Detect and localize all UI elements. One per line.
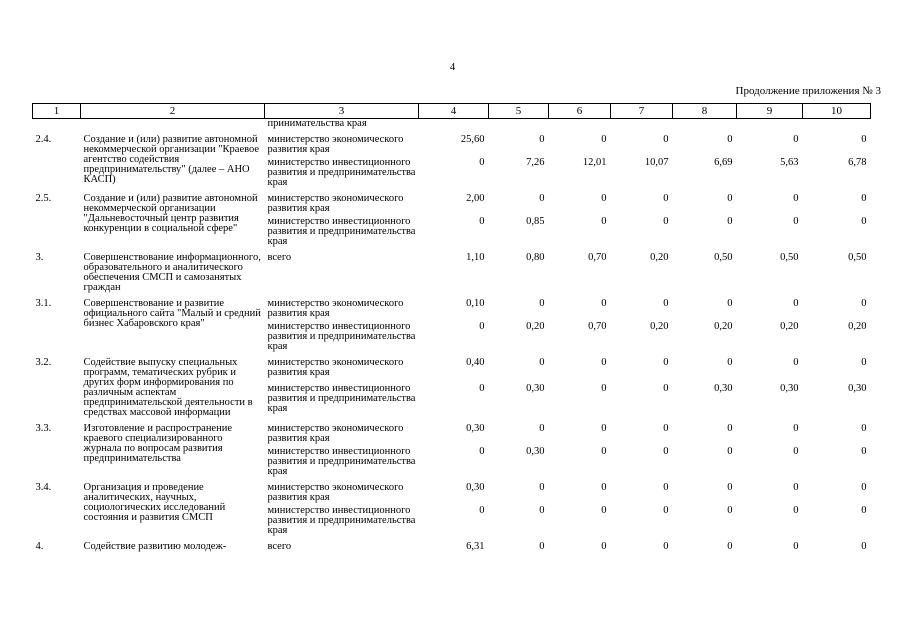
value-cell: 0,20 [650,321,669,332]
header-cell: 10 [803,104,871,119]
header-row [33,104,871,119]
continuation-label: Продолжение приложения № 3 [735,85,881,97]
item-title: Создание и (или) развитие автономной некоммерческой организации "Краевое агентство содействия предпринимательству" (далее – АНО КАСП) [83,134,260,185]
value-cell: 12,01 [582,157,607,168]
executor: министерство экономического развития края [267,482,404,503]
value-cell: 0 [861,446,867,457]
value-cell: 0 [539,541,545,552]
value-cell: 0 [861,193,867,204]
value-cell: 1,10 [466,252,485,263]
value-cell: 0 [601,193,607,204]
value-cell: 0 [479,216,485,227]
value-cell: 25,60 [460,134,485,145]
value-cell: 0,30 [466,423,485,434]
value-cell: 0 [727,446,733,457]
table-row [33,477,871,503]
value-cell: 0 [663,446,669,457]
value-cell: 0 [727,423,733,434]
header-cell: 1 [33,104,81,119]
value-cell: 0,70 [588,252,607,263]
value-cell: 0 [539,423,545,434]
executor: министерство инвестиционного развития и предпринимательства края [267,383,416,415]
item-title: Изготовление и распространение краевого специализированного журнала по вопросам развития предпринимательства [83,423,232,464]
value-cell: 0 [539,357,545,368]
value-cell: 0,30 [526,383,545,395]
table-row [33,129,871,155]
value-cell: 0 [663,357,669,368]
value-cell: 0 [663,134,669,145]
value-cell: 0 [601,446,607,457]
value-cell: 0 [793,216,799,227]
value-cell: 0,20 [780,321,799,332]
item-title: Создание и (или) развитие автономной некоммерческой организации "Дальневосточный центр развития конкуренции в социальной сфере" [83,193,258,234]
value-cell: 0 [479,321,485,332]
value-cell: 0,50 [780,252,799,263]
header-cell: 2 [81,104,265,119]
value-cell: 0 [861,134,867,145]
value-cell: 6,69 [714,157,733,168]
value-cell: 0,80 [526,252,545,263]
value-cell: 0 [793,298,799,309]
item-title: Совершенствование и развитие официального сайта "Малый и средний бизнес Хабаровского края" [83,298,261,329]
executor: министерство экономического развития края [267,423,404,444]
value-cell: 0,20 [650,252,669,263]
executor: всего [267,541,292,552]
value-cell: 0 [663,216,669,227]
executor: министерство инвестиционного развития и предпринимательства края [267,157,416,188]
value-cell: 10,07 [644,157,669,168]
value-cell: 0 [601,482,607,493]
value-cell: 0 [663,193,669,204]
value-cell: 0 [601,505,607,516]
item-number: 3.3. [35,423,52,434]
value-cell: 0 [663,541,669,552]
value-cell: 0 [663,482,669,493]
value-cell: 0 [539,193,545,204]
value-cell: 7,26 [526,157,545,168]
item-title: Организация и проведение аналитических, научных, социологических исследований состояния и развития СМСП [83,482,226,523]
value-cell: 6,78 [848,157,867,168]
executor: министерство экономического развития края [267,298,404,319]
value-cell: 0 [479,157,485,168]
value-cell: 0 [861,216,867,227]
budget-table [32,103,871,552]
value-cell: 0,20 [714,321,733,332]
header-cell: 8 [673,104,737,119]
value-cell: 0 [539,134,545,145]
item-number: 4. [35,541,44,552]
value-cell: 0 [793,134,799,145]
value-cell: 0,85 [526,216,545,227]
header-cell: 7 [611,104,673,119]
value-cell: 0 [861,423,867,434]
value-cell: 0 [861,541,867,552]
value-cell: 0 [727,541,733,552]
value-cell: 0 [793,193,799,204]
value-cell: 0 [727,505,733,516]
table-row [33,293,871,319]
value-cell: 0 [727,357,733,368]
value-cell: 6,31 [466,541,485,552]
value-cell: 0 [861,482,867,493]
value-cell: 0 [727,193,733,204]
header-cell: 5 [489,104,549,119]
value-cell: 0,20 [526,321,545,332]
value-cell: 0,20 [848,321,867,332]
value-cell: 0 [793,541,799,552]
header-cell: 6 [549,104,611,119]
value-cell: 0,30 [714,383,733,395]
value-cell: 0 [727,298,733,309]
table-row [33,536,871,552]
value-cell: 0 [793,482,799,493]
page-number: 4 [449,61,456,73]
carry-over-row [33,119,871,130]
value-cell: 0,50 [714,252,733,263]
table-row [33,188,871,214]
value-cell: 0 [727,216,733,227]
item-number: 3.2. [35,357,52,368]
item-number: 2.4. [35,134,52,145]
value-cell: 0 [479,446,485,457]
value-cell: 0 [793,357,799,368]
executor: министерство инвестиционного развития и предпринимательства края [267,216,416,247]
table-row [33,418,871,444]
table-body [33,119,871,553]
value-cell: 0,40 [466,357,485,368]
value-cell: 0 [601,423,607,434]
value-cell: 0 [861,298,867,309]
value-cell: 0 [663,505,669,516]
value-cell: 0 [663,423,669,434]
value-cell: 0,30 [526,446,545,457]
value-cell: 0 [601,298,607,309]
item-title: Совершенствование информационного, образовательного и аналитического обеспечения СМСП и самозанятых граждан [83,252,261,293]
header-cell: 4 [419,104,489,119]
value-cell: 0 [861,505,867,516]
value-cell: 0,30 [466,482,485,493]
executor: министерство инвестиционного развития и предпринимательства края [267,505,416,536]
value-cell: 0 [793,423,799,434]
value-cell: 0 [539,298,545,309]
item-number: 2.5. [35,193,52,204]
executor: министерство экономического развития края [267,134,404,155]
value-cell: 0 [601,134,607,145]
value-cell: 0 [727,134,733,145]
value-cell: 0,30 [848,383,867,395]
item-number: 3. [35,252,44,263]
value-cell: 0 [539,482,545,493]
value-cell: 0 [479,505,485,516]
value-cell: 0,30 [780,383,799,395]
value-cell: 0 [663,298,669,309]
value-cell: 0 [793,446,799,457]
table-row [33,247,871,293]
header-cell: 3 [265,104,419,119]
executor: всего [267,252,292,263]
value-cell: 0 [727,482,733,493]
value-cell: 0,50 [848,252,867,263]
value-cell: 0 [861,357,867,368]
executor: министерство экономического развития края [267,193,404,214]
carry-over-text: принимательства края [267,118,367,129]
value-cell: 0 [601,357,607,368]
value-cell: 5,63 [780,157,799,168]
value-cell: 0 [539,505,545,516]
value-cell: 0 [479,383,485,395]
value-cell: 2,00 [466,193,485,204]
executor: министерство инвестиционного развития и предпринимательства края [267,446,416,477]
item-number: 3.4. [35,482,52,493]
value-cell: 0,10 [466,298,485,309]
value-cell: 0 [793,505,799,516]
table-row [33,352,871,381]
executor: министерство инвестиционного развития и предпринимательства края [267,321,416,352]
value-cell: 0 [601,541,607,552]
value-cell: 0 [601,216,607,227]
value-cell: 0 [601,383,607,395]
executor: министерство экономического развития края [267,357,404,378]
item-title: Содействие выпуску специальных программ, тематических рубрик и других форм информирования по различным аспектам предпринимательской деятельности в средствах массовой информации [83,357,253,418]
item-number: 3.1. [35,298,52,309]
value-cell: 0 [663,383,669,395]
value-cell: 0,70 [588,321,607,332]
item-title: Содействие развитию молодеж- [83,541,227,552]
header-cell: 9 [737,104,803,119]
